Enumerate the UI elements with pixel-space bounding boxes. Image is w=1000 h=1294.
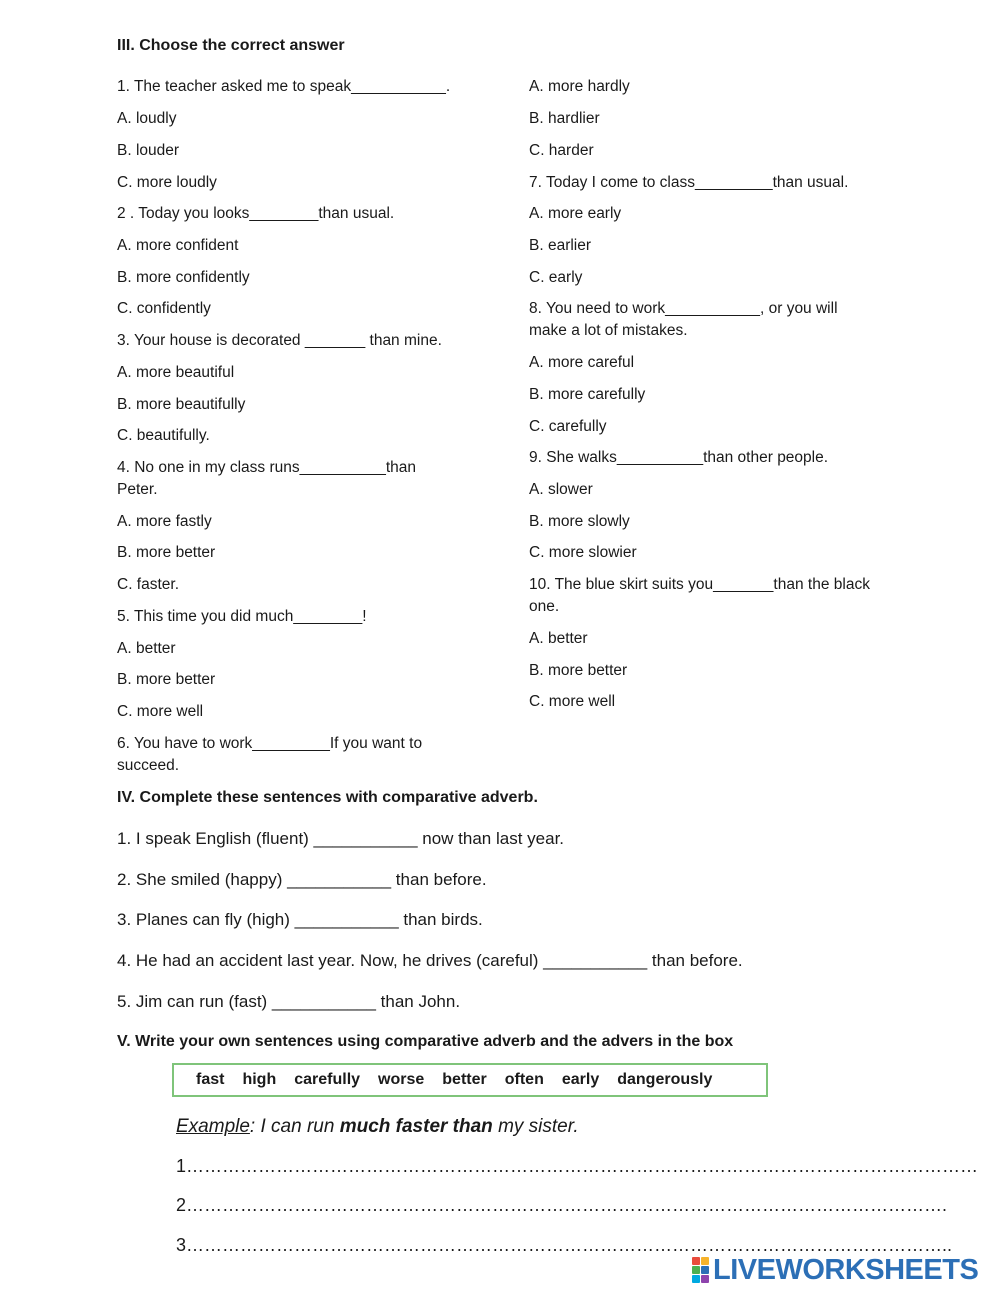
section-5-title: V. Write your own sentences using comparative adverb and the advers in the box (117, 1033, 734, 1050)
option: A. more fastly (117, 513, 212, 530)
liveworksheets-logo (692, 1255, 978, 1285)
option: A. loudly (117, 110, 177, 127)
option: C. more slowier (529, 544, 637, 561)
option: C. beautifully. (117, 427, 210, 444)
option: B. more carefully (529, 386, 646, 403)
word: dangerously (617, 1071, 713, 1088)
example-bold: much faster than (339, 1116, 493, 1137)
logo-text: LIVEWORKSHEETS (713, 1253, 979, 1286)
option: A. slower (529, 481, 593, 498)
option: C. more well (529, 693, 616, 710)
option: A. more beautiful (117, 364, 235, 381)
option: C. confidently (117, 300, 211, 317)
section-3-title: III. Choose the correct answer (117, 37, 345, 54)
word: better (442, 1071, 487, 1088)
question-9: 9. She walks__________than other people. (529, 449, 829, 466)
word: worse (378, 1071, 425, 1088)
option: A. better (117, 640, 176, 657)
sentence-item: 5. Jim can run (fast) ___________ than John. (117, 992, 461, 1011)
example-sentence (176, 1116, 579, 1138)
section-4-title: IV. Complete these sentences with comparative adverb. (117, 789, 538, 806)
liveworksheets-logo-icon (692, 1257, 709, 1283)
word: carefully (294, 1071, 361, 1088)
question-3: 3. Your house is decorated _______ than mine. (117, 332, 442, 349)
option: B. hardlier (529, 110, 600, 127)
option: C. early (529, 269, 583, 286)
option: C. more well (117, 703, 204, 720)
option: B. more confidently (117, 269, 250, 286)
question-1: 1. The teacher asked me to speak___________. (117, 78, 451, 95)
question-5: 5. This time you did much________! (117, 608, 367, 625)
sentence-item: 3. Planes can fly (high) ___________ than birds. (117, 910, 483, 929)
option: A. more careful (529, 354, 635, 371)
word: often (504, 1071, 544, 1088)
option: C. faster. (117, 576, 180, 593)
word: early (561, 1071, 600, 1088)
option: A. more hardly (529, 78, 630, 95)
question-6: 6. You have to work_________If you want to succeed. (117, 735, 423, 774)
question-8: 8. You need to work___________, or you will make a lot of mistakes. (529, 300, 838, 339)
sentence-item: 2. She smiled (happy) ___________ than before. (117, 870, 487, 889)
option: B. earlier (529, 237, 592, 254)
option: B. more better (117, 671, 216, 688)
word-box (172, 1063, 768, 1097)
question-4: 4. No one in my class runs__________than Peter. (117, 459, 417, 498)
example-after: my sister. (492, 1116, 579, 1137)
example-label: Example (176, 1116, 250, 1137)
word: high (242, 1071, 277, 1088)
example-before: : I can run (249, 1116, 340, 1137)
answer-line-3[interactable]: 3……………………………………………………………………………………………………………….. (176, 1235, 953, 1255)
question-2: 2 . Today you looks________than usual. (117, 205, 395, 222)
question-7: 7. Today I come to class_________than usual. (529, 174, 849, 191)
option: A. more confident (117, 237, 239, 254)
option: C. more loudly (117, 174, 217, 191)
word: fast (196, 1071, 225, 1088)
option: C. carefully (529, 418, 607, 435)
option: A. more early (529, 205, 622, 222)
option: B. more slowly (529, 513, 630, 530)
option: C. harder (529, 142, 594, 159)
option: A. better (529, 630, 588, 647)
option: B. more better (529, 662, 628, 679)
option: B. more better (117, 544, 216, 561)
answer-line-1[interactable]: 1…………………………………………………………………………………………………………………… (176, 1156, 979, 1176)
question-10: 10. The blue skirt suits you_______than the black one. (529, 576, 870, 615)
option: B. more beautifully (117, 396, 246, 413)
option: B. louder (117, 142, 180, 159)
sentence-item: 1. I speak English (fluent) ___________ now than last year. (117, 829, 565, 848)
sentence-item: 4. He had an accident last year. Now, he drives (careful) ___________ than before. (117, 951, 743, 970)
answer-line-2[interactable]: 2………………………………………………………………………………………………………………. (176, 1195, 948, 1215)
